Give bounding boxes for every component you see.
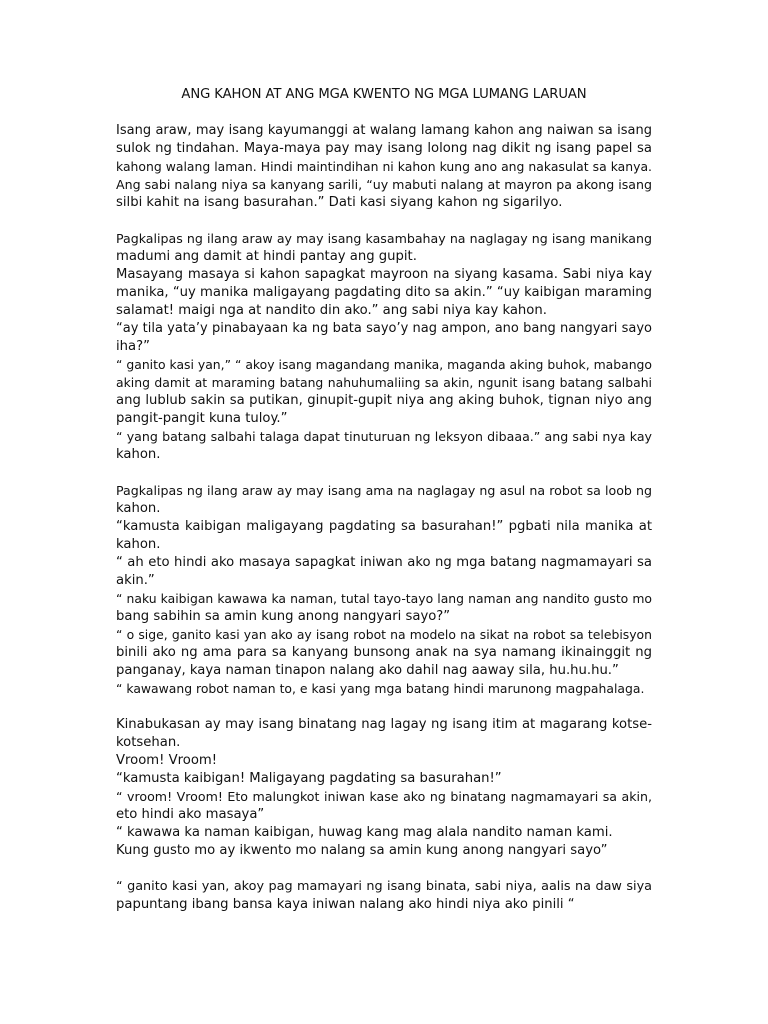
text-line: “ ganito kasi yan,” “ akoy isang magandang manika, maganda aking buhok, mabango: [116, 357, 652, 372]
text-line: “ kawawa ka naman kaibigan, huwag kang mag alala nandito naman kami.: [116, 825, 613, 840]
text-line: aking damit at maraming batang nahuhumaliing sa akin, ngunit isang batang salbahi: [116, 375, 652, 390]
text-line: ang lublub sakin sa putikan, ginupit-gupit niya ang aking buhok, tignan niyo ang: [116, 393, 652, 408]
text-line: kahon.: [116, 447, 161, 462]
text-line: Isang araw, may isang kayumanggi at walang lamang kahon ang naiwan sa isang: [116, 123, 652, 138]
text-line: “ ganito kasi yan, akoy pag mamayari ng isang binata, sabi niya, aalis na daw siya: [116, 879, 652, 894]
text-line: silbi kahit na isang basurahan.” Dati kasi siyang kahon ng sigarilyo.: [116, 195, 563, 210]
text-line: salamat! maigi nga at nandito din ako.” ang sabi niya kay kahon.: [116, 303, 547, 318]
text-line: “ naku kaibigan kawawa ka naman, tutal tayo-tayo lang naman ang nandito gusto mo: [116, 591, 652, 606]
paragraph: [116, 482, 652, 698]
text-line: manika, “uy manika maligayang pagdating dito sa akin.” “uy kaibigan maraming: [116, 285, 652, 300]
text-line: Pagkalipas ng ilang araw ay may isang kasambahay na naglagay ng isang manikang: [116, 231, 652, 246]
paragraph: [116, 878, 652, 914]
text-line: Pagkalipas ng ilang araw ay may isang ama na naglagay ng asul na robot sa loob ng: [116, 483, 652, 498]
text-line: “ay tila yata’y pinabayaan ka ng bata sayo’y nag ampon, ano bang nangyari sayo: [116, 321, 652, 336]
text-line: panganay, kaya naman tinapon nalang ako dahil nag aaway sila, hu.hu.hu.”: [116, 663, 619, 678]
story-body: [116, 122, 652, 914]
paragraph-gap: [116, 212, 652, 230]
text-line: papuntang ibang bansa kaya iniwan nalang ako hindi niya ako pinili “: [116, 897, 575, 912]
paragraph: [116, 122, 652, 212]
text-line: bang sabihin sa amin kung anong nangyari sayo?”: [116, 609, 451, 624]
text-line: Kung gusto mo ay ikwento mo nalang sa amin kung anong nangyari sayo”: [116, 843, 608, 858]
text-line: kahong walang laman. Hindi maintindihan ni kahon kung ano ang nakasulat sa kanya.: [116, 159, 652, 174]
paragraph-gap: [116, 464, 652, 482]
text-line: Masayang masaya si kahon sapagkat mayroon na siyang kasama. Sabi niya kay: [116, 267, 652, 282]
text-line: madumi ang damit at hindi pantay ang gupit.: [116, 249, 417, 264]
paragraph: [116, 230, 652, 464]
text-line: “kamusta kaibigan! Maligayang pagdating sa basurahan!”: [116, 771, 502, 786]
paragraph-gap: [116, 698, 652, 716]
text-line: kahon.: [116, 537, 161, 552]
text-line: kotsehan.: [116, 735, 181, 750]
text-line: eto hindi ako masaya”: [116, 807, 265, 822]
text-line: Kinabukasan ay may isang binatang nag lagay ng isang itim at magarang kotse-: [116, 717, 652, 732]
paragraph: [116, 716, 652, 860]
page-title: ANG KAHON AT ANG MGA KWENTO NG MGA LUMANG LARUAN: [181, 87, 587, 102]
text-line: pangit-pangit kuna tuloy.”: [116, 411, 288, 426]
text-line: akin.”: [116, 573, 155, 588]
text-line: Vroom! Vroom!: [116, 753, 218, 768]
text-line: kahon.: [116, 501, 161, 516]
paragraph-gap: [116, 860, 652, 878]
text-line: sulok ng tindahan. Maya-maya pay may isang lolong nag dikit ng isang papel sa: [116, 141, 652, 156]
text-line: “kamusta kaibigan maligayang pagdating sa basurahan!” pgbati nila manika at: [116, 519, 652, 534]
text-line: binili ako ng ama para sa kanyang bunsong anak na sya namang ikinainggit ng: [116, 645, 652, 660]
text-line: “ o sige, ganito kasi yan ako ay isang robot na modelo na sikat na robot sa telebisyon: [116, 627, 652, 642]
text-line: “ kawawang robot naman to, e kasi yang mga batang hindi marunong magpahalaga.: [116, 681, 645, 696]
text-line: “ yang batang salbahi talaga dapat tinuturuan ng leksyon dibaaa.” ang sabi nya kay: [116, 429, 652, 444]
text-line: “ ah eto hindi ako masaya sapagkat iniwan ako ng mga batang nagmamayari sa: [116, 555, 652, 570]
text-line: “ vroom! Vroom! Eto malungkot iniwan kase ako ng binatang nagmamayari sa akin,: [116, 789, 652, 804]
text-line: Ang sabi nalang niya sa kanyang sarili, “uy mabuti nalang at mayron pa akong isang: [116, 177, 652, 192]
text-line: iha?”: [116, 339, 150, 354]
